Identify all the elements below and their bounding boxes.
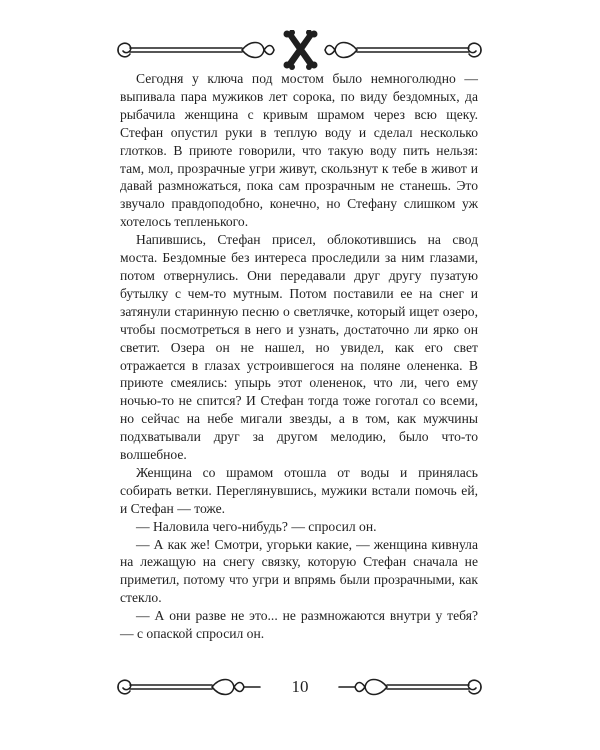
- paragraph-6: — А они разве не это... не размножаются внутри у тебя? — с опаской спросил он.: [120, 608, 478, 642]
- top-ornament: [112, 30, 487, 70]
- paragraph-5: — А как же! Смотри, угорьки какие, — женщина кивнула на лежащую на снегу связку, которую Стефан сначала не приметил, потому что угри и впрямь были прозрачными, как стекло.: [120, 536, 478, 606]
- page-number: 10: [291, 677, 309, 696]
- paragraph-3: Женщина со шрамом отошла от воды и принялась собирать ветки. Переглянувшись, мужики встали помочь ей, и Стефан — тоже.: [120, 464, 478, 516]
- body-text: [120, 70, 478, 643]
- paragraph-4: — Наловила чего-нибудь? — спросил он.: [136, 518, 377, 534]
- paragraph-2: Напившись, Стефан присел, облокотившись на свод моста. Бездомные без интереса проследили за ним глазами, потом отвернулись. Они передавали друг другу пузатую бутылку с чем-то мутным. Потом поставили ее на снег и затянули старинную песню о светлячке, который ищет озеро, чтобы посмотреться в него и узнать, достаточно ли ярко он светит. Озера он не нашел, но увидел, как его свет отражается в глазах устроившегося на поляне олененка. В приюте смеялись: упырь этот олененок, что ли, чего ему ночью-то не спится? И Стефан тогда тоже гоготал со всеми, но сейчас на небе мигали звезды, а в том, как мужчины подхватывали друг за другом мелодию, было что-то волшебное.: [120, 232, 478, 463]
- paragraph-1: Сегодня у ключа под мостом было немноголюдно — выпивала пара мужиков лет сорока, по виду бездомных, да рыбачила женщина с кривым шрамом через всю щеку. Стефан опустил руки в теплую воду и сделал несколько глотков. В приюте говорили, что такую воду пить нельзя: там, мол, прозрачные угри живут, скользнут к тебе в живот и давай размножаться, пока сам прозрачным не станешь. Это звучало правдоподобно, конечно, но Стефану слишком уж хотелось тепленького.: [120, 71, 478, 230]
